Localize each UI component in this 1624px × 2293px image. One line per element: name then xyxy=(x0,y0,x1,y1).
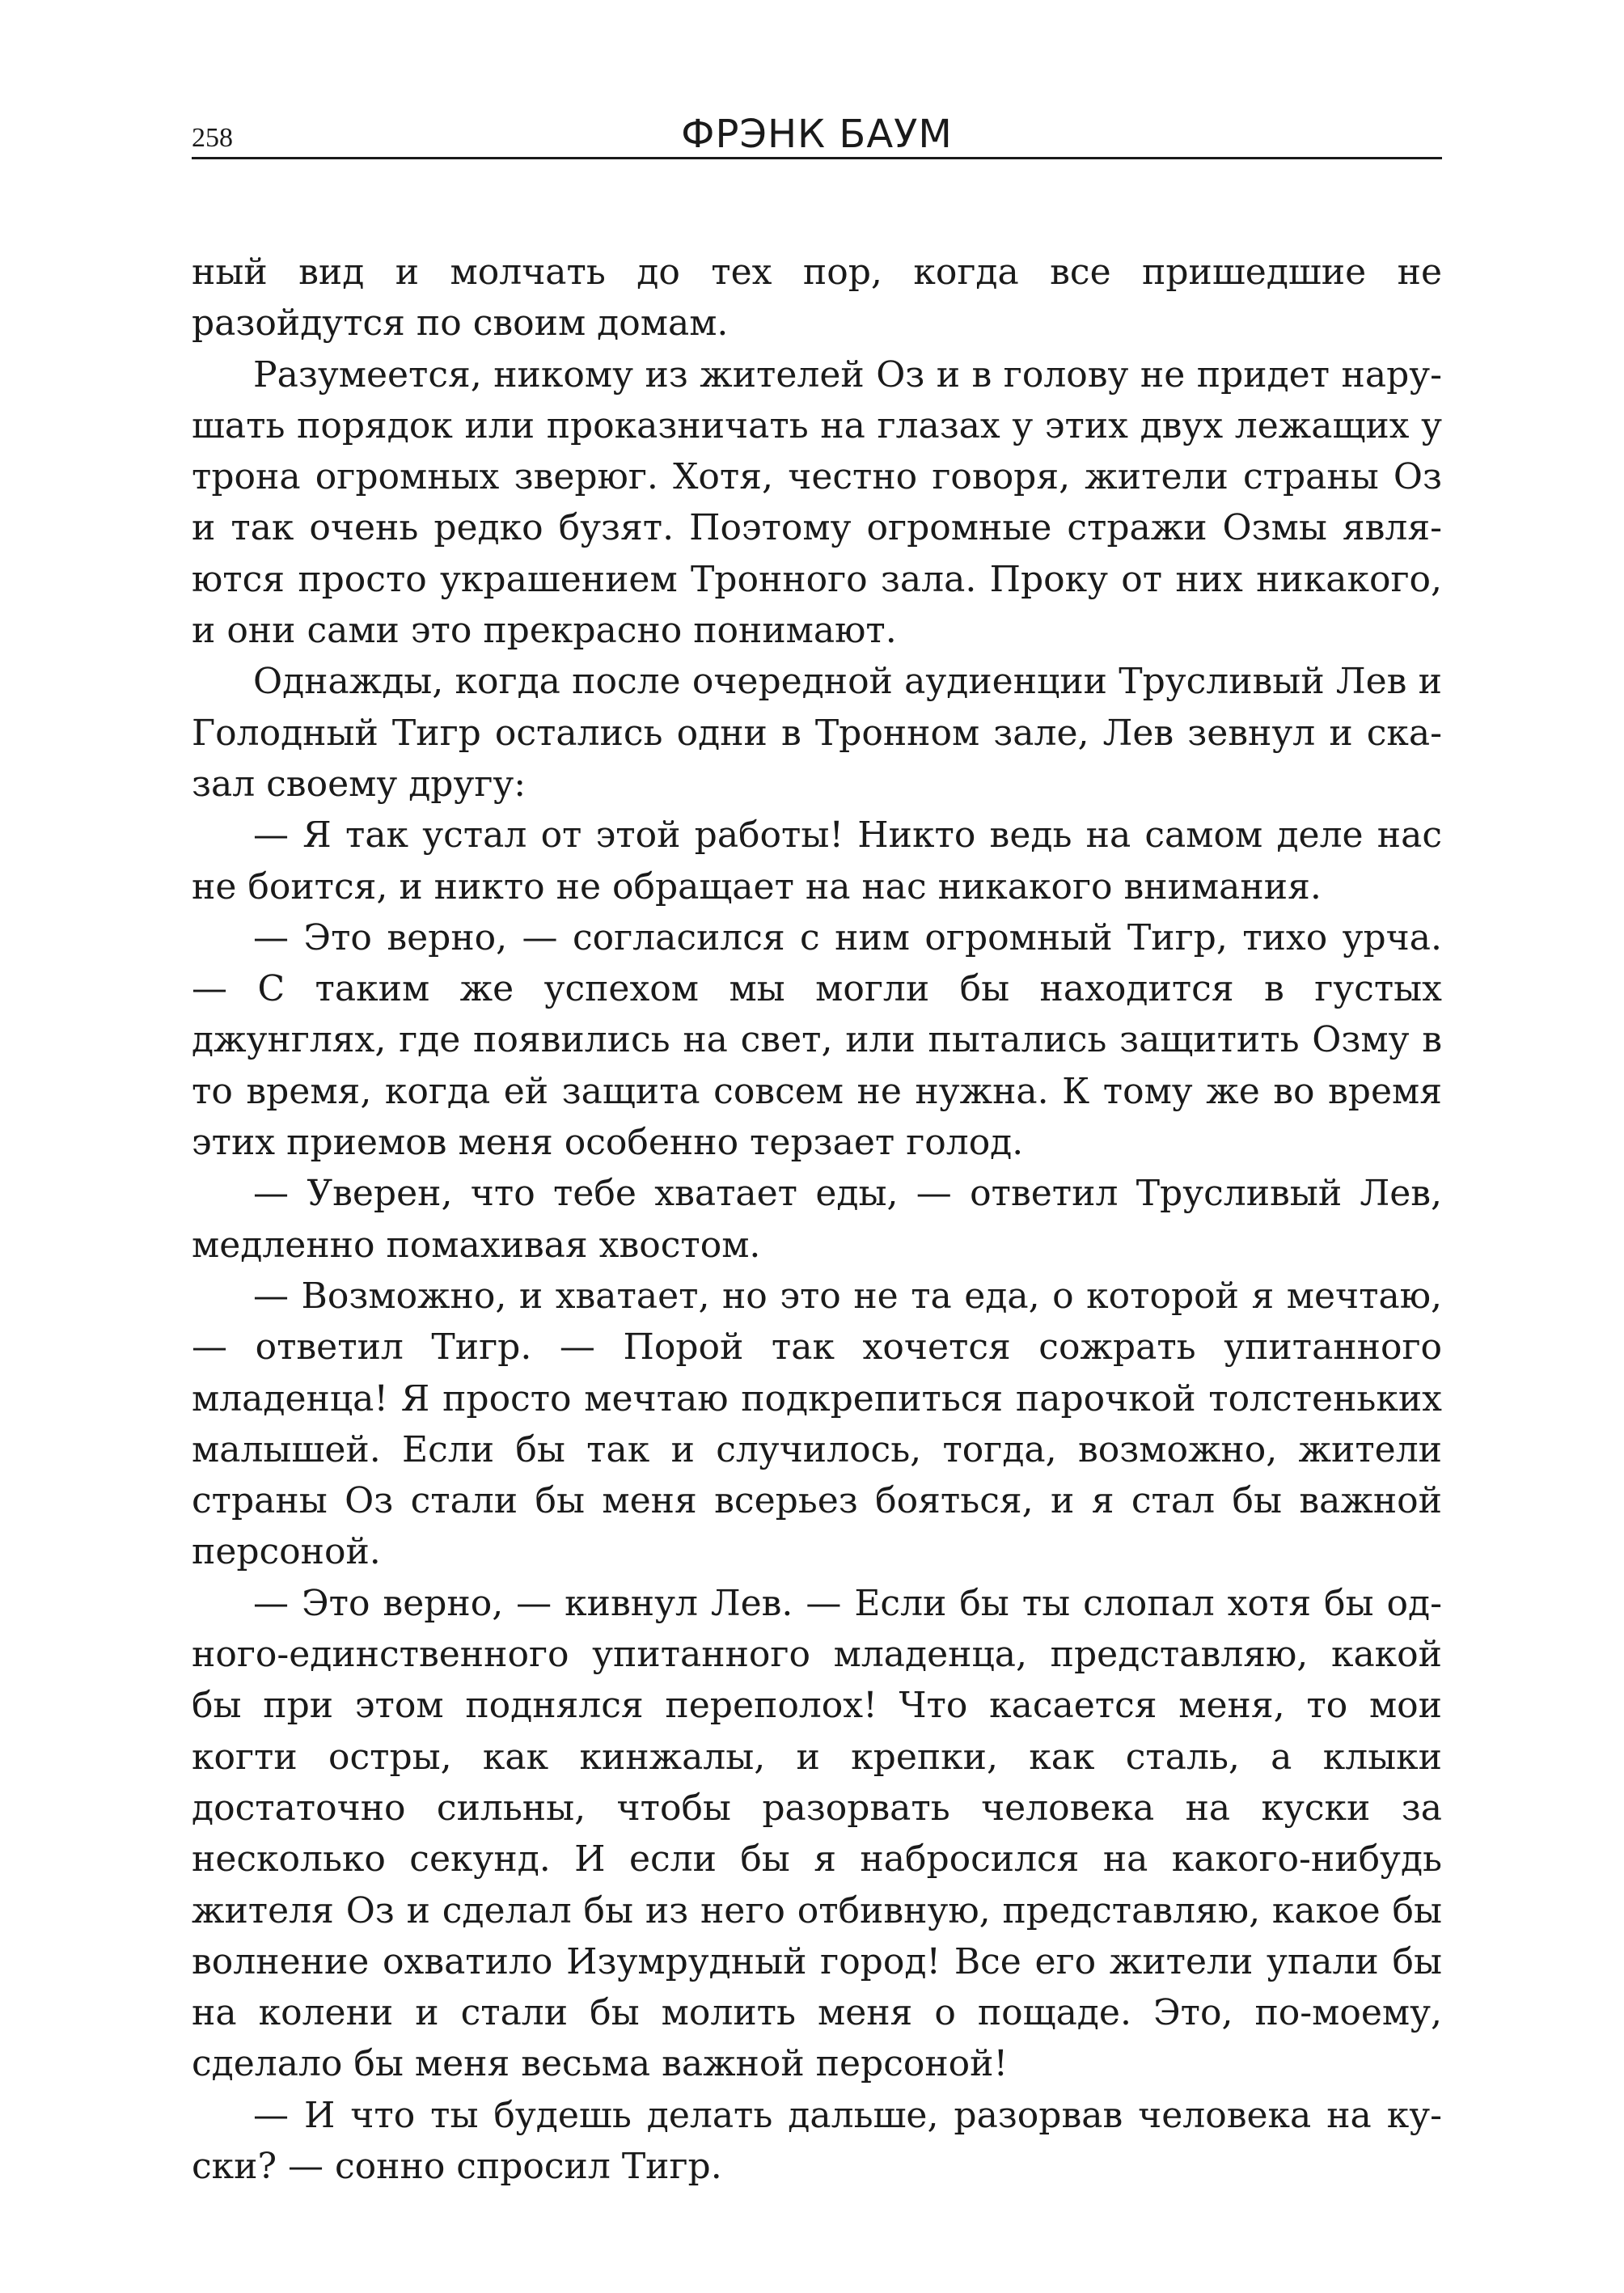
body-text xyxy=(192,247,1442,2192)
paragraph: — Возможно, и хватает, но это не та еда, о которой я мечтаю, — ответил Тигр. — Порой так хочется сожрать упитанного младенца! Я просто мечтаю подкрепиться парочкой толстеньких малышей. Если бы так и случилось, тогда, возможно, жители страны Оз стали бы меня всерьез бояться, и я стал бы важной персоной. xyxy=(192,1275,1442,1573)
paragraph: Однажды, когда после очередной аудиенции Трусливый Лев и Голодный Тигр остались одни в Тронном зале, Лев зевнул и сказал своему другу: xyxy=(192,661,1442,805)
paragraph: — Это верно, — согласился с ним огромный Тигр, тихо урча. — С таким же успехом мы могли бы находится в густых джунглях, где появились на свет, или пытались защитить Озму в то время, когда ей защита совсем не нужна. К тому же во время этих приемов меня особенно терзает голод. xyxy=(192,916,1442,1164)
paragraph: Разумеется, никому из жителей Оз и в голову не придет нарушать порядок или проказничать на глазах у этих двух лежащих у трона огромных зверюг. Хотя, честно говоря, жители страны Оз и так очень редко бузят. Поэтому огромные стражи Озмы являются просто украшением Тронного зала. Проку от них никакого, и они сами это прекрасно понимают. xyxy=(192,353,1442,652)
paragraph: — Это верно, — кивнул Лев. — Если бы ты слопал хотя бы одного-единственного упитанного младенца, представляю, какой бы при этом поднялся переполох! Что касается меня, то мои когти остры, как кинжалы, и крепки, как сталь, а клыки достаточно сильны, чтобы разорвать человека на куски за несколько секунд. И если бы я набросился на какого-нибудь жителя Оз и сделал бы из него отбивную, представляю, какое бы волнение охватило Изумрудный город! Все его жители упали бы на колени и стали бы молить меня о пощаде. Это, по-моему, сделало бы меня весьма важной персоной! xyxy=(192,1582,1442,2085)
page-number: 258 xyxy=(192,123,233,153)
paragraph: — И что ты будешь делать дальше, разорвав человека на куски? — сонно спросил Тигр. xyxy=(192,2094,1442,2187)
paragraph: — Я так устал от этой работы! Никто ведь на самом деле нас не боится, и никто не обращает на нас никакого внимания. xyxy=(192,814,1442,907)
paragraph: — Уверен, что тебе хватает еды, — ответил Трусливый Лев, медленно помахивая хвостом. xyxy=(192,1173,1442,1266)
page-header xyxy=(192,105,1442,159)
running-title: ФРЭНК БАУМ xyxy=(681,112,953,157)
paragraph: ный вид и молчать до тех пор, когда все пришедшие не разойдутся по своим домам. xyxy=(192,252,1442,345)
